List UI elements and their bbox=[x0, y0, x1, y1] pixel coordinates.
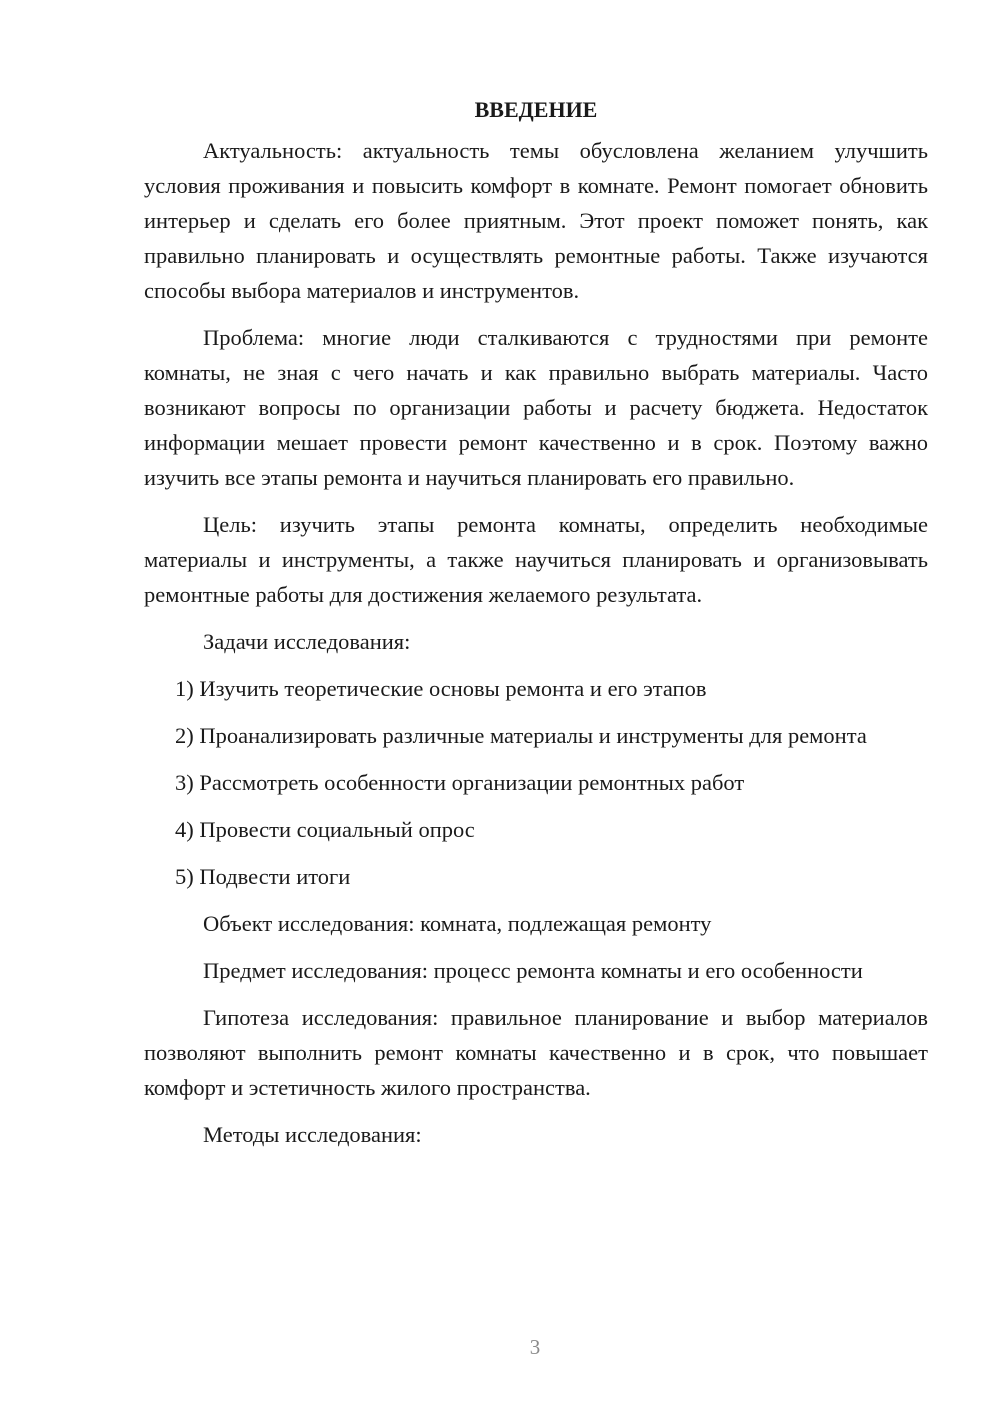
object-paragraph: Объект исследования: комната, подлежащая ремонту bbox=[203, 911, 712, 936]
task-item: 1) Изучить теоретические основы ремонта и его этапов bbox=[175, 676, 707, 701]
tasks-list bbox=[144, 671, 928, 894]
tasks-title: Задачи исследования: bbox=[203, 629, 411, 654]
task-item: 4) Провести социальный опрос bbox=[175, 817, 475, 842]
methods-title: Методы исследования: bbox=[203, 1122, 422, 1147]
problem-paragraph: Проблема: многие люди сталкиваются с трудностями при ремонте комнаты, не зная с чего начать и как правильно выбрать материалы. Часто возникают вопросы по организации работы и расчету бюджета. Недостаток информации мешает провести ремонт качественно и в срок. Поэтому важно изучить все этапы ремонта и научиться планировать его правильно. bbox=[144, 325, 928, 490]
task-item: 3) Рассмотреть особенности организации ремонтных работ bbox=[175, 770, 745, 795]
subject-paragraph: Предмет исследования: процесс ремонта комнаты и его особенности bbox=[203, 958, 863, 983]
goal-paragraph: Цель: изучить этапы ремонта комнаты, определить необходимые материалы и инструменты, а также научиться планировать и организовывать ремонтные работы для достижения желаемого результата. bbox=[144, 512, 928, 607]
page-number: 3 bbox=[529, 1335, 541, 1359]
hypothesis-paragraph: Гипотеза исследования: правильное планирование и выбор материалов позволяют выполнить ремонт комнаты качественно и в срок, что повышает комфорт и эстетичность жилого пространства. bbox=[144, 1005, 928, 1100]
relevance-paragraph: Актуальность: актуальность темы обусловлена желанием улучшить условия проживания и повысить комфорт в комнате. Ремонт помогает обновить интерьер и сделать его более приятным. Этот проект поможет понять, как правильно планировать и осуществлять ремонтные работы. Также изучаются способы выбора материалов и инструментов. bbox=[144, 138, 928, 303]
page-content bbox=[144, 92, 928, 1152]
task-item: 2) Проанализировать различные материалы и инструменты для ремонта bbox=[175, 723, 867, 748]
section-heading: ВВЕДЕНИЕ bbox=[474, 97, 598, 122]
task-item: 5) Подвести итоги bbox=[175, 864, 351, 889]
